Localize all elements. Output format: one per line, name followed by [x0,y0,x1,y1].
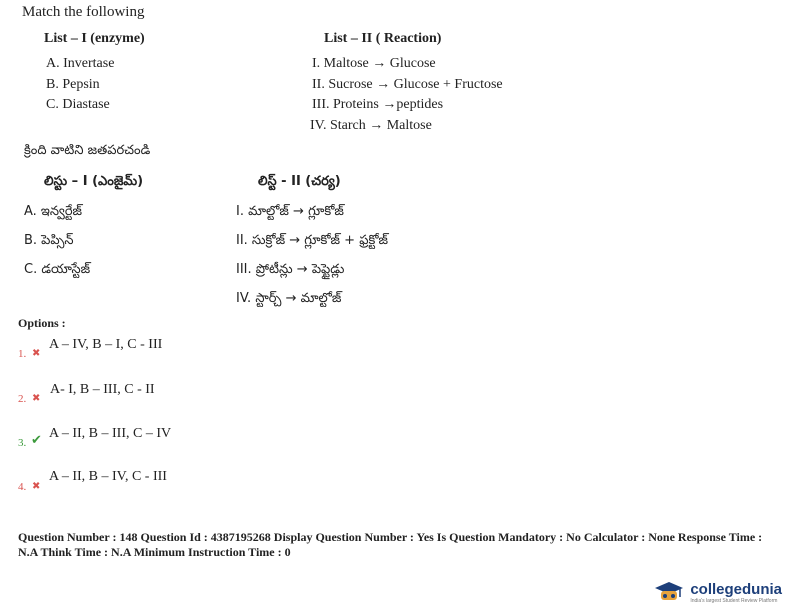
list1-item-c: C. Diastase [46,97,110,112]
cross-icon: ✖ [32,348,41,359]
option-number: 4. [18,481,27,493]
option-number: 2. [18,393,27,405]
options-label: Options : [18,316,66,330]
option-number: 1. [18,348,27,360]
telugu-list2-item-iii: III. ప్రోటీన్లు → పెప్టైడ్లు [236,262,345,277]
logo-name: collegedunia [690,581,782,598]
option-number: 3. [18,437,27,449]
cross-icon: ✖ [32,393,41,404]
telugu-list2-item-ii: II. సుక్రోజ్ → గ్లూకోజ్ + ఫ్రక్టోజ్ [236,233,388,248]
question-metadata: Question Number : 148 Question Id : 4387195268 Display Question Number : Yes Is Question Mandatory : No Calculator : None Response Time : N.A Think Time : N.A Minimum Instruction Time : 0 [18,530,763,559]
telugu-list1-item-a: A. ఇన్వర్టేజ్ [24,204,83,219]
list2-header: List – II ( Reaction) [324,31,442,46]
telugu-instruction: క్రింది వాటిని జతపరచండి [24,143,151,158]
telugu-list1-item-c: C. డయాస్టేజ్ [24,262,91,277]
collegedunia-logo [654,580,782,606]
logo-tagline: India's largest Student Review Platform [690,598,778,604]
telugu-list2-header: లిస్ట్ - II (చర్య) [258,174,341,189]
option-text: A – II, B – III, C – IV [49,426,172,441]
telugu-list1-header: లిస్టు – I (ఎంజైమ్) [44,174,144,189]
telugu-list2-item-iv: IV. స్టార్చ్ → మాల్టోజ్ [236,291,342,306]
graduate-cap-icon [654,580,684,606]
list1-item-b: B. Pepsin [46,77,100,92]
cross-icon: ✖ [32,481,41,492]
list2-item-ii: II. Sucrose → Glucose + Fructose [312,77,503,92]
check-icon: ✔ [31,433,42,448]
telugu-list1-item-b: B. పెప్సిన్ [24,233,74,248]
list2-item-iii: III. Proteins →peptides [312,97,444,112]
option-text: A – IV, B – I, C - III [49,337,163,352]
list1-item-a: A. Invertase [46,56,115,71]
telugu-list2-item-i: I. మాల్టోజ్ → గ్లూకోజ్ [236,204,344,219]
list2-item-iv: IV. Starch → Maltose [310,118,432,133]
list2-item-i: I. Maltose → Glucose [312,56,436,71]
option-text: A- I, B – III, C - II [50,382,155,397]
list1-header: List – I (enzyme) [44,31,145,46]
question-title: Match the following [22,4,145,20]
option-text: A – II, B – IV, C - III [49,469,167,484]
